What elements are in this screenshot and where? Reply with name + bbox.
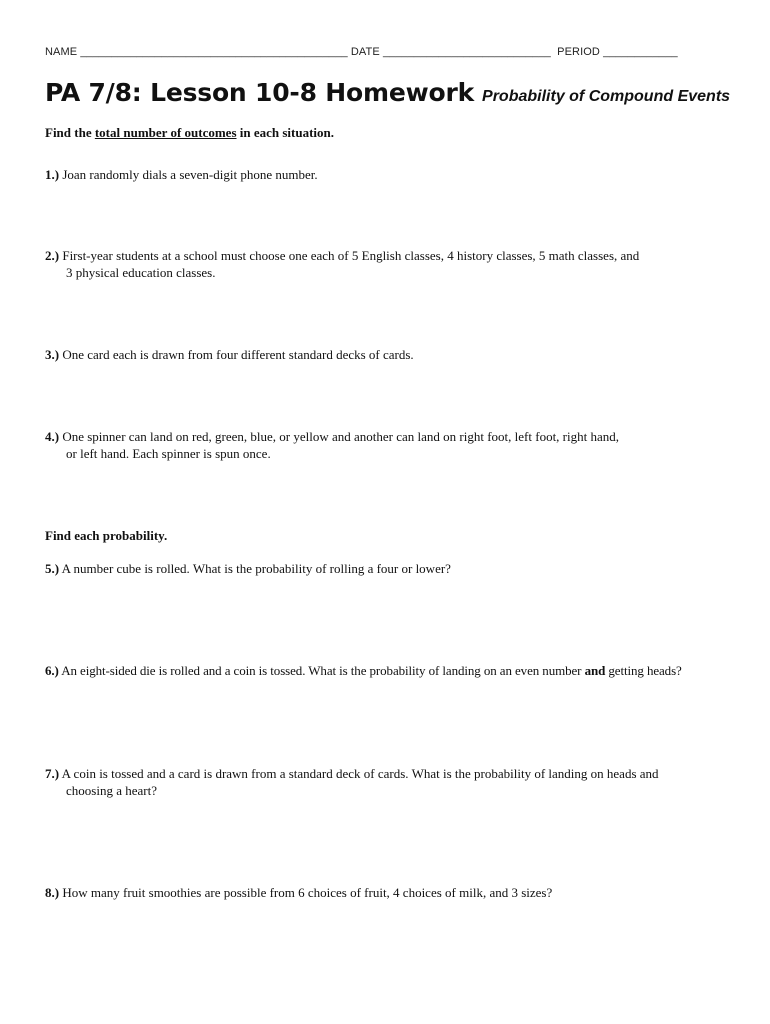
- section-heading-probability: [45, 528, 167, 544]
- date-blank[interactable]: ___________________________: [382, 46, 551, 58]
- section-heading-text: Find each probability.: [45, 528, 168, 543]
- question-number: 8.): [45, 885, 60, 900]
- question-1: [45, 166, 745, 183]
- question-3: [45, 346, 745, 363]
- question-number: 3.): [45, 347, 60, 362]
- period-label: PERIOD: [557, 46, 600, 58]
- question-text-continued: 3 physical education classes.: [66, 265, 216, 280]
- page-title: [45, 78, 730, 107]
- section-suffix: in each situation.: [239, 125, 335, 140]
- section-prefix: Find the: [45, 125, 92, 140]
- question-text-end: getting heads?: [608, 663, 682, 678]
- lesson-title: PA 7/8: Lesson 10-8 Homework: [45, 78, 475, 107]
- question-number: 4.): [45, 429, 60, 444]
- section-underlined: total number of outcomes: [94, 125, 237, 140]
- question-text: How many fruit smoothies are possible from 6 choices of fruit, 4 choices of milk, and 3 sizes?: [62, 885, 553, 900]
- question-number: 5.): [45, 561, 60, 576]
- question-6: [45, 662, 760, 679]
- question-number: 6.): [45, 663, 59, 678]
- question-text: Joan randomly dials a seven-digit phone number.: [62, 167, 318, 182]
- period-blank[interactable]: ____________: [603, 46, 678, 58]
- student-info-line: [45, 46, 735, 58]
- question-text-emphasis: and: [584, 663, 606, 678]
- question-text-continued: or left hand. Each spinner is spun once.: [66, 446, 271, 461]
- name-blank[interactable]: ___________________________________________: [80, 46, 348, 58]
- question-text: A number cube is rolled. What is the probability of rolling a four or lower?: [61, 561, 451, 576]
- section-heading-outcomes: [45, 125, 334, 141]
- question-number: 7.): [45, 766, 60, 781]
- question-5: [45, 560, 745, 577]
- question-text-continued: choosing a heart?: [66, 783, 157, 798]
- question-number: 1.): [45, 167, 60, 182]
- question-text: A coin is tossed and a card is drawn from a standard deck of cards. What is the probability of landing on heads and: [61, 766, 659, 781]
- question-text: An eight-sided die is rolled and a coin is tossed. What is the probability of landing on an even number: [61, 663, 582, 678]
- lesson-subtitle: Probability of Compound Events: [482, 88, 731, 105]
- question-8: [45, 884, 745, 901]
- question-text: One spinner can land on red, green, blue, or yellow and another can land on right foot, left foot, right hand,: [62, 429, 620, 444]
- date-label: DATE: [350, 46, 380, 58]
- question-text: First-year students at a school must choose one each of 5 English classes, 4 history classes, 5 math classes, and: [62, 248, 640, 263]
- question-2: [45, 247, 745, 281]
- question-4: [45, 428, 745, 462]
- question-7: [45, 765, 745, 799]
- name-label: NAME: [45, 46, 78, 58]
- question-text: One card each is drawn from four different standard decks of cards.: [62, 347, 414, 362]
- question-number: 2.): [45, 248, 60, 263]
